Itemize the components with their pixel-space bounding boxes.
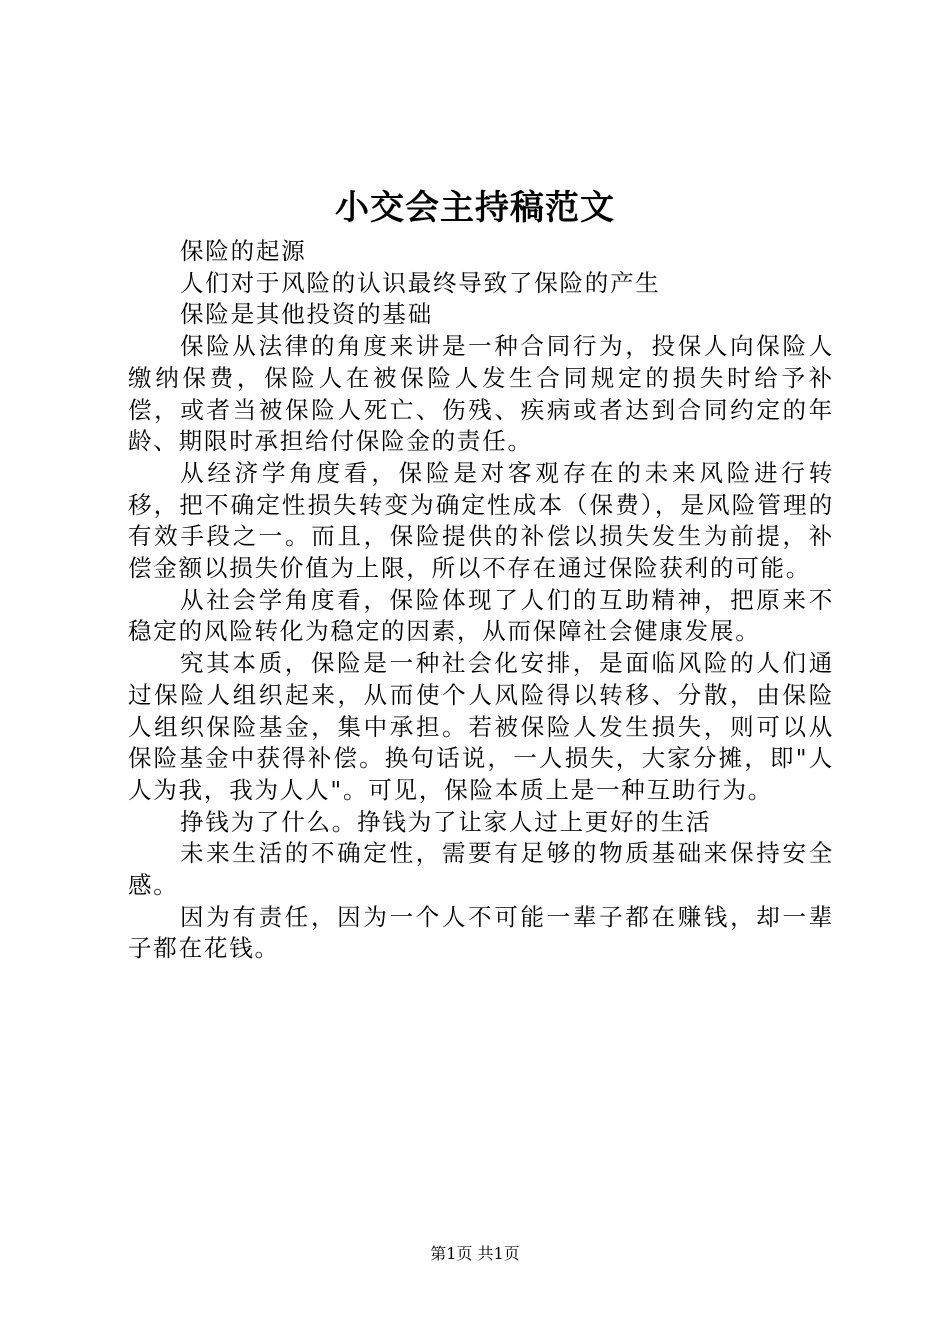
- paragraph-economic-view: 从经济学角度看，保险是对客观存在的未来风险进行转移，把不确定性损失转变为确定性成本（保费），是风险管理的有效手段之一。而且，保险提供的补偿以损失发生为前提，补偿金额以损失价值为上限，所以不存在通过保险获利的可能。: [128, 458, 834, 583]
- paragraph-legal-view: 保险从法律的角度来讲是一种合同行为，投保人向保险人缴纳保费，保险人在被保险人发生合同规定的损失时给予补偿，或者当被保险人死亡、伤残、疾病或者达到合同约定的年龄、期限时承担给付保险金的责任。: [128, 332, 834, 456]
- paragraph-origin: 保险的起源: [180, 237, 307, 265]
- paragraph-uncertainty: 未来生活的不确定性，需要有足够的物质基础来保持安全感。: [128, 839, 834, 900]
- page-footer: 第1页 共1页: [430, 1244, 520, 1263]
- document-body: [128, 236, 834, 965]
- paragraph-responsibility: 因为有责任，因为一个人不可能一辈子都在赚钱，却一辈子都在花钱。: [128, 902, 834, 963]
- document-title: 小交会主持稿范文: [335, 188, 615, 228]
- paragraph-why-earn: 挣钱为了什么。挣钱为了让家人过上更好的生活: [180, 807, 712, 836]
- paragraph-investment-basis: 保险是其他投资的基础: [180, 300, 433, 329]
- paragraph-risk-awareness: 人们对于风险的认识最终导致了保险的产生: [180, 268, 661, 297]
- paragraph-social-view: 从社会学角度看，保险体现了人们的互助精神，把原来不稳定的风险转化为稳定的因素，从而保障社会健康发展。: [128, 585, 834, 646]
- paragraph-essence: 究其本质，保险是一种社会化安排，是面临风险的人们通过保险人组织起来，从而使个人风险得以转移、分散，由保险人组织保险基金，集中承担。若被保险人发生损失，则可以从保险基金中获得补偿。换句话说，一人损失，大家分摊，即"人人为我，我为人人"。可见，保险本质上是一种互助行为。: [128, 649, 834, 804]
